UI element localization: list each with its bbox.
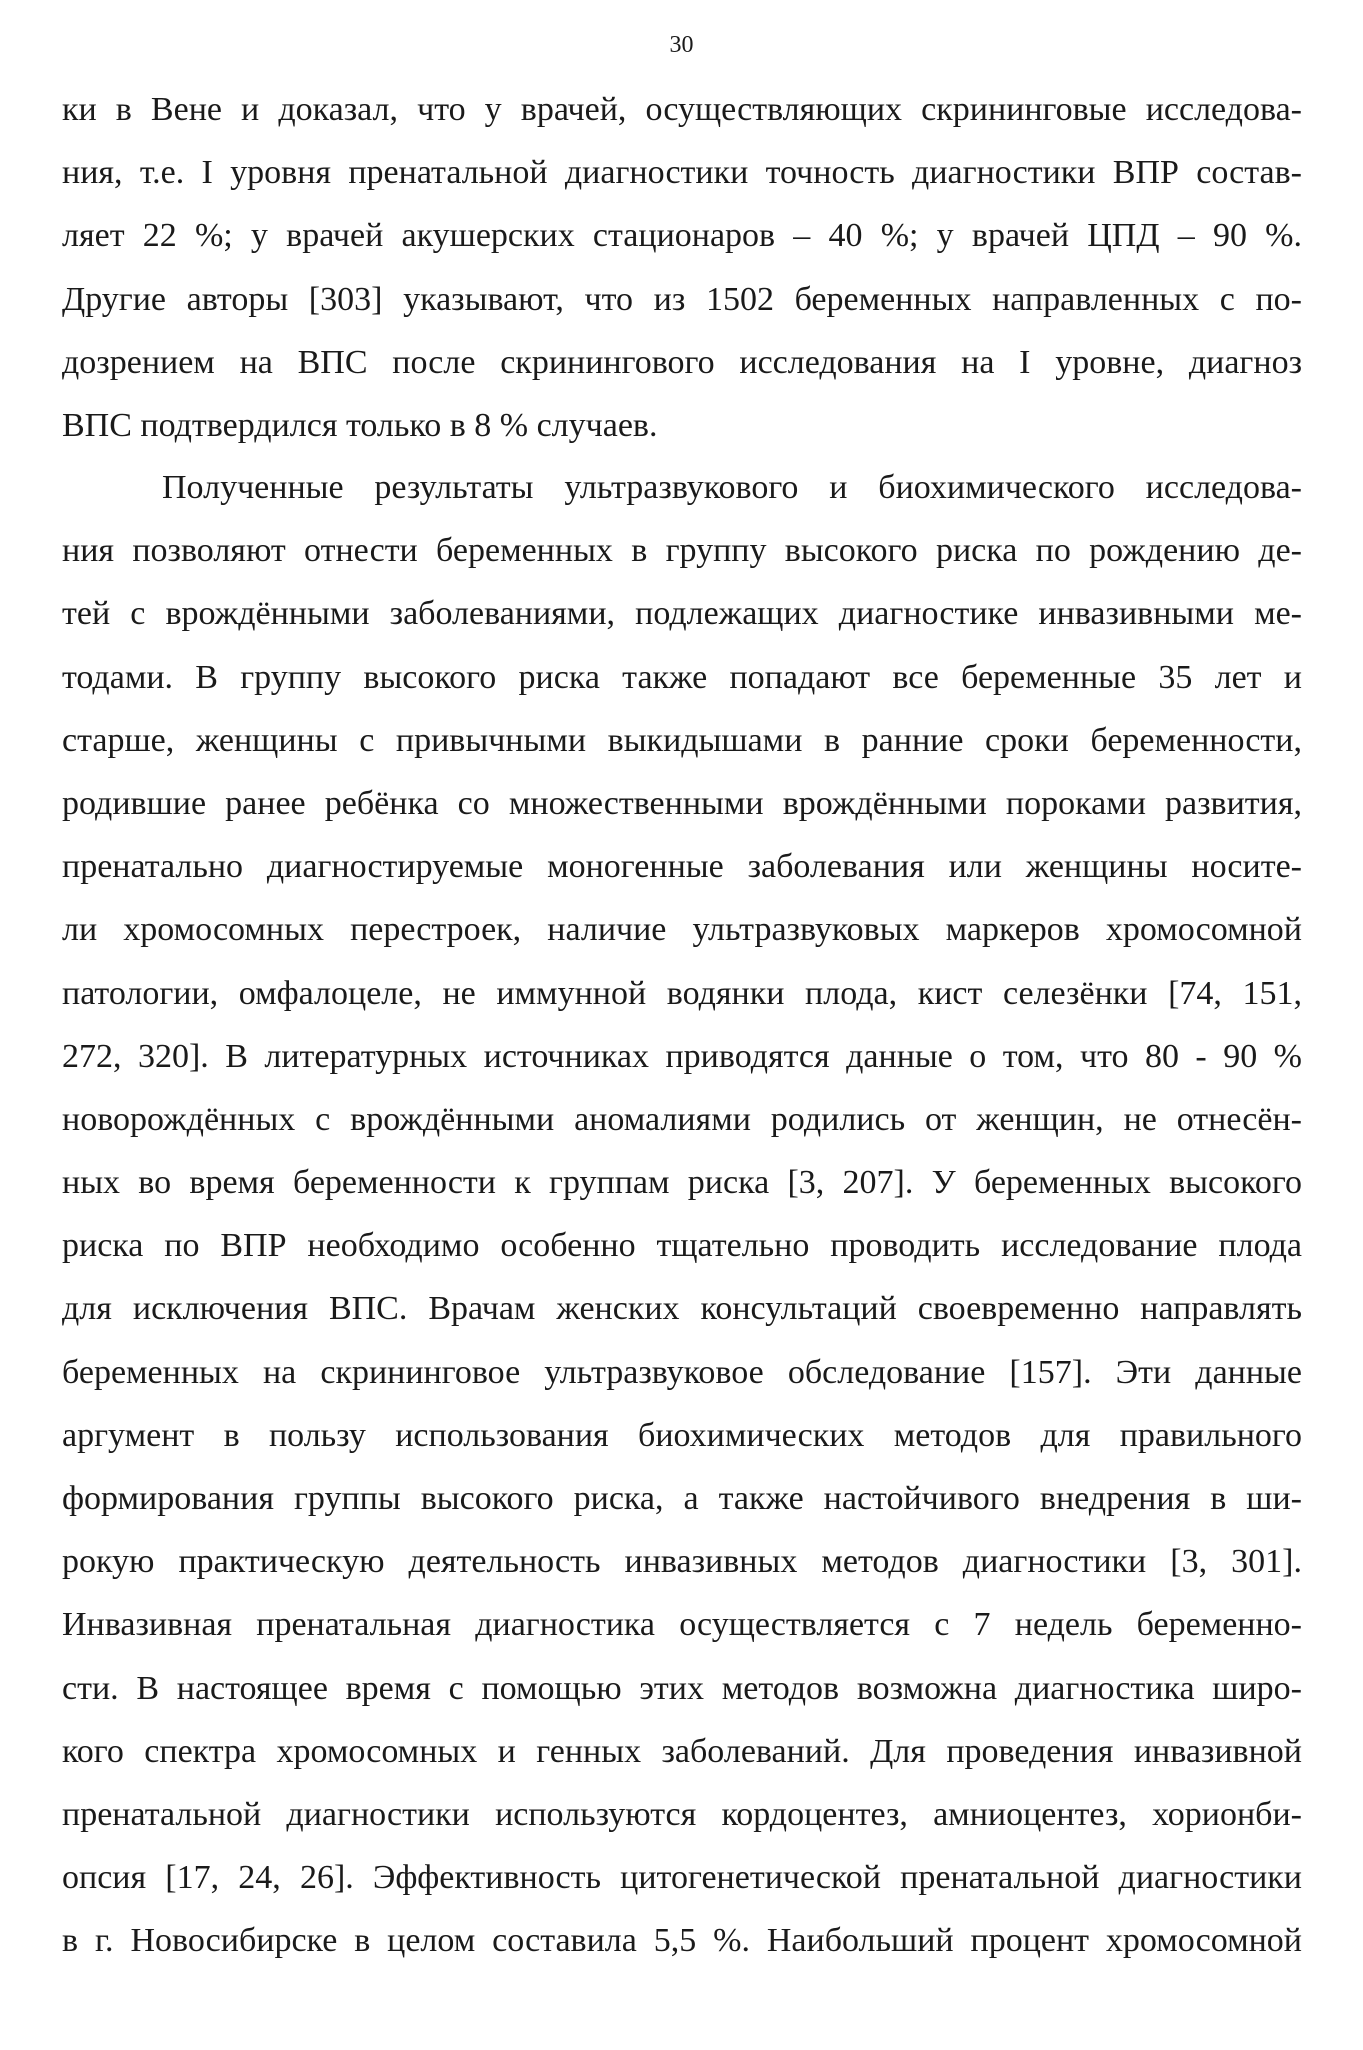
text-line: для исключения ВПС. Врачам женских консультаций своевременно направлять [62, 1290, 1302, 1328]
text-line: пренатальной диагностики используются кордоцентез, амниоцентез, хорионби- [62, 1795, 1302, 1833]
page-number: 30 [669, 32, 694, 58]
text-line: риска по ВПР необходимо особенно тщательно проводить исследование плода [62, 1227, 1302, 1265]
text-line: ли хромосомных перестроек, наличие ультразвуковых маркеров хромосомной [62, 911, 1302, 949]
text-line: рокую практическую деятельность инвазивных методов диагностики [3, 301]. [62, 1543, 1302, 1581]
text-line: патологии, омфалоцеле, не иммунной водянки плода, кист селезёнки [74, 151, [62, 974, 1302, 1012]
text-line: родившие ранее ребёнка со множественными врождёнными пороками развития, [62, 784, 1302, 822]
text-line: аргумент в пользу использования биохимических методов для правильного [62, 1416, 1302, 1454]
text-line: Другие авторы [303] указывают, что из 1502 беременных направленных с по- [62, 280, 1302, 318]
text-line: ВПС подтвердился только в 8 % случаев. [62, 406, 658, 444]
text-line: Инвазивная пренатальная диагностика осуществляется с 7 недель беременно- [62, 1606, 1302, 1644]
text-line: формирования группы высокого риска, а также настойчивого внедрения в ши- [62, 1480, 1302, 1517]
paragraph-1 [62, 78, 1302, 457]
text-line: ки в Вене и доказал, что у врачей, осуществляющих скрининговые исследова- [62, 91, 1302, 128]
text-line: ния позволяют отнести беременных в группу высокого риска по рождению де- [62, 532, 1302, 570]
text-line: новорождённых с врождёнными аномалиями родились от женщин, не отнесён- [62, 1100, 1302, 1138]
text-line: пренатально диагностируемые моногенные заболевания или женщины носите- [62, 848, 1302, 886]
text-line: дозрением на ВПС после скринингового исследования на I уровне, диагноз [62, 343, 1302, 381]
text-line: 272, 320]. В литературных источниках приводятся данные о том, что 80 - 90 % [62, 1037, 1302, 1075]
text-line: кого спектра хромосомных и генных заболеваний. Для проведения инвазивной [62, 1732, 1302, 1770]
text-line: опсия [17, 24, 26]. Эффективность цитогенетической пренатальной диагностики [62, 1859, 1302, 1897]
text-line: старше, женщины с привычными выкидышами в ранние сроки беременности, [62, 721, 1302, 759]
text-line: ния, т.е. I уровня пренатальной диагностики точность диагностики ВПР состав- [62, 154, 1302, 192]
text-line: в г. Новосибирске в целом составила 5,5 %. Наибольший процент хромосомной [62, 1922, 1302, 1960]
text-line: ных во время беременности к группам риска [3, 207]. У беременных высокого [62, 1164, 1302, 1202]
text-line: тодами. В группу высокого риска также попадают все беременные 35 лет и [62, 658, 1302, 696]
text-line: ляет 22 %; у врачей акушерских стационаров – 40 %; у врачей ЦПД – 90 %. [62, 217, 1302, 255]
paragraph-2 [62, 456, 1302, 1973]
text-line: тей с врождёнными заболеваниями, подлежащих диагностике инвазивными ме- [62, 595, 1302, 633]
text-line: Полученные результаты ультразвукового и биохимического исследова- [162, 469, 1302, 506]
text-line: сти. В настоящее время с помощью этих методов возможна диагностика широ- [62, 1669, 1302, 1707]
text-line: беременных на скрининговое ультразвуковое обследование [157]. Эти данные [62, 1353, 1302, 1391]
